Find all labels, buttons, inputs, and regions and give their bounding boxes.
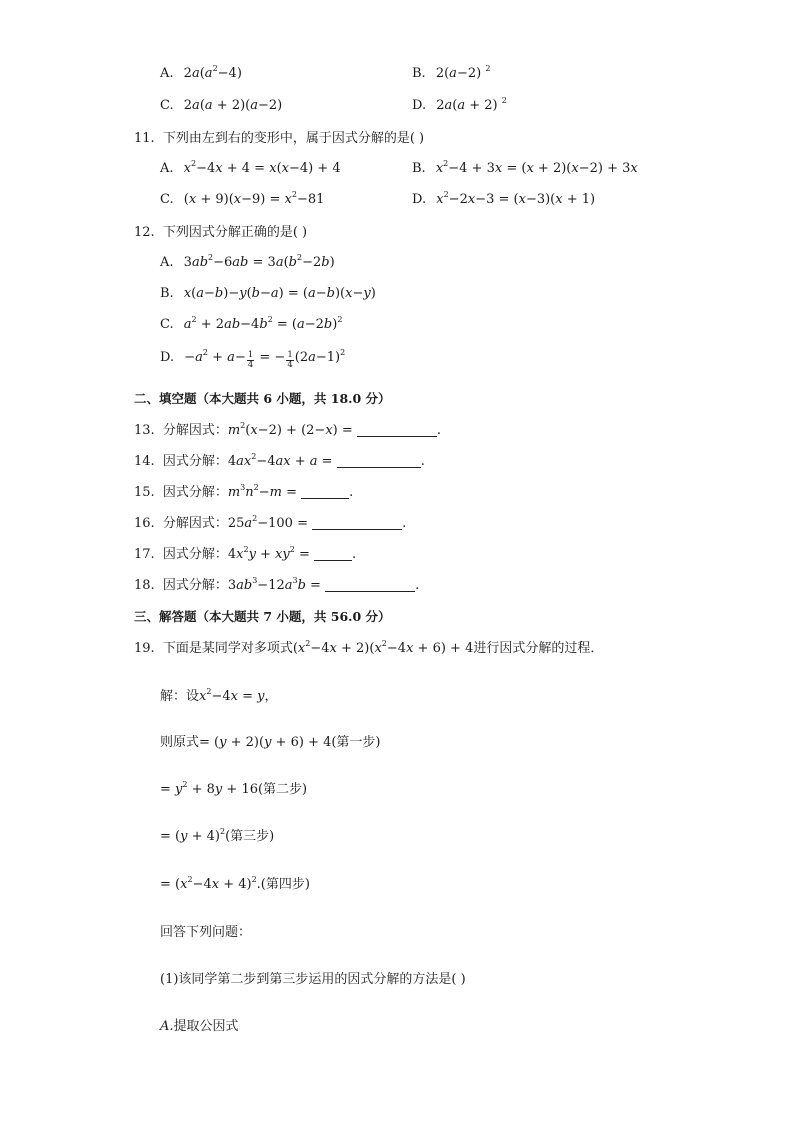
solution-expression: $x^2-4x = y$，	[199, 687, 278, 704]
option-text: $2a(a^2-4)$	[183, 64, 242, 81]
period: .	[349, 485, 354, 500]
question-stem-part: 进行因式分解的过程．	[473, 641, 604, 656]
option-text: $x^2-4 + 3x = (x + 2)(x-2) + 3x$	[435, 159, 638, 176]
period: .	[420, 454, 425, 469]
question-17	[134, 546, 356, 564]
question-19	[134, 640, 603, 658]
period: .	[415, 578, 420, 593]
option-label: D.	[412, 98, 427, 113]
q12-option-c	[160, 317, 342, 332]
q12-option-d	[160, 350, 345, 370]
q10-option-b	[412, 66, 490, 81]
period: .	[436, 423, 442, 438]
answer-blank[interactable]	[312, 515, 402, 530]
question-expression: $4x^2y + xy^2$ =	[227, 545, 310, 562]
step-tag: (第一步)	[331, 735, 381, 750]
option-text: $-a^2 + a-$ $\frac{1}{4}$ = − $\frac{1}{4}$ $(2a-1)^2$	[184, 348, 346, 370]
question-number: 13.	[134, 423, 155, 438]
option-text: 2a(a + 2) $^2$	[436, 96, 507, 113]
option-label: C.	[160, 317, 174, 332]
question-stem: 下列由左到右的变形中，属于因式分解的是( )	[162, 131, 425, 146]
question-11	[134, 130, 424, 148]
question-expression: $25a^2-100$ =	[227, 514, 308, 531]
answer-blank[interactable]	[314, 546, 352, 561]
question-lead: 分解因式：	[162, 423, 228, 438]
answer-blank[interactable]	[301, 484, 349, 499]
question-stem: 下列因式分解正确的是( )	[162, 225, 308, 240]
question-number: 19.	[134, 641, 155, 656]
option-text: 提取公因式	[173, 1019, 239, 1034]
question-expression: $(x^2-4x + 2)(x^2-4x + 6) + 4$	[292, 639, 474, 656]
section-3-heading: 三、解答题（本大题共 7 小题，共 56.0 分）	[134, 609, 391, 624]
question-expression: $4ax^2-4ax + a$ =	[227, 452, 333, 469]
question-number: 15.	[134, 485, 155, 500]
option-label: A.	[160, 66, 174, 81]
q11-option-b	[412, 161, 638, 176]
answer-blank[interactable]	[337, 453, 421, 468]
q12-option-b	[160, 286, 376, 301]
question-number: 11.	[134, 131, 155, 146]
solution-step-1	[160, 734, 381, 752]
option-text: x(a−b)−y(b−a) = (a−b)(x−y)	[183, 286, 376, 301]
question-expression: $3ab^3-12a^3b$ =	[227, 576, 321, 593]
question-lead: 分解因式：	[162, 516, 228, 531]
question-12	[134, 224, 307, 242]
q11-option-a	[160, 161, 341, 176]
q11-option-d	[412, 192, 595, 207]
step-tag: (第二步)	[257, 782, 308, 797]
question-16	[134, 515, 406, 533]
option-text: $3ab^2-6ab = 3a(b^2-2b)$	[183, 253, 335, 270]
q11-option-c	[160, 192, 324, 207]
question-expression: $m^3n^2-m$ =	[227, 483, 297, 500]
section-2-heading: 二、填空题（本大题共 6 小题，共 18.0 分）	[134, 391, 391, 406]
answer-prompt: 回答下列问题：	[160, 925, 252, 940]
sub-question-1: (1)该同学第二步到第三步运用的因式分解的方法是( )	[160, 972, 466, 987]
option-label: D.	[412, 192, 427, 207]
step-expression: = $(y + 4)^2$	[160, 827, 226, 844]
solution-intro	[160, 688, 278, 706]
step-tag: (第四步)	[260, 877, 310, 892]
solution-step-2	[160, 781, 307, 799]
q10-option-a	[160, 66, 242, 81]
step-expression: = $(x^2-4x + 4)^2$.	[160, 875, 261, 892]
option-label: C.	[160, 192, 174, 207]
option-label: B.	[412, 66, 426, 81]
question-number: 14.	[134, 454, 155, 469]
option-text: $x^2-2x-3 = (x-3)(x + 1)$	[436, 190, 596, 207]
question-number: 17.	[134, 547, 155, 562]
question-number: 16.	[134, 516, 155, 531]
question-number: 12.	[134, 225, 155, 240]
option-label: A.	[160, 1019, 174, 1034]
option-label: D.	[160, 350, 175, 365]
option-label: A.	[160, 161, 174, 176]
step-expression: = (y + 2)(y + 6) + 4	[199, 735, 332, 750]
question-lead: 因式分解：	[162, 485, 228, 500]
sub-question-1-option-a	[160, 1018, 239, 1036]
step-lead: 则原式	[160, 735, 200, 750]
answer-blank[interactable]	[357, 422, 437, 437]
solution-lead: 解：设	[160, 689, 200, 704]
option-label: B.	[160, 286, 174, 301]
option-label: B.	[412, 161, 426, 176]
option-text: $a^2 + 2ab-4b^2 = (a-2b)^2$	[183, 315, 343, 332]
option-text: $(x + 9)(x-9) = x^2-81$	[183, 190, 325, 207]
option-text: 2a(a + 2)(a−2)	[183, 98, 283, 113]
question-14	[134, 453, 425, 471]
step-expression: = $y^2 + 8y + 16$	[160, 780, 258, 797]
question-expression: $m^2(x-2) + (2-x)$ =	[227, 421, 353, 438]
option-text: 2(a−2) $^2$	[435, 64, 491, 81]
question-lead: 因式分解：	[162, 454, 228, 469]
question-stem-part: 下面是某同学对多项式	[162, 641, 293, 656]
answer-blank[interactable]	[325, 577, 415, 592]
q10-option-c	[160, 98, 282, 113]
solution-step-3	[160, 828, 274, 846]
period: .	[352, 547, 357, 562]
option-label: C.	[160, 98, 174, 113]
solution-step-4	[160, 876, 310, 894]
question-lead: 因式分解：	[162, 547, 228, 562]
q10-option-d	[412, 98, 507, 113]
question-15	[134, 484, 353, 502]
question-lead: 因式分解：	[162, 578, 228, 593]
q12-option-a	[160, 255, 335, 270]
period: .	[402, 516, 407, 531]
option-label: A.	[160, 255, 174, 270]
step-tag: (第三步)	[225, 829, 275, 844]
question-number: 18.	[134, 578, 155, 593]
option-text: $x^2-4x + 4 = x(x-4) + 4$	[183, 159, 341, 176]
question-13	[134, 422, 441, 440]
question-18	[134, 577, 419, 595]
